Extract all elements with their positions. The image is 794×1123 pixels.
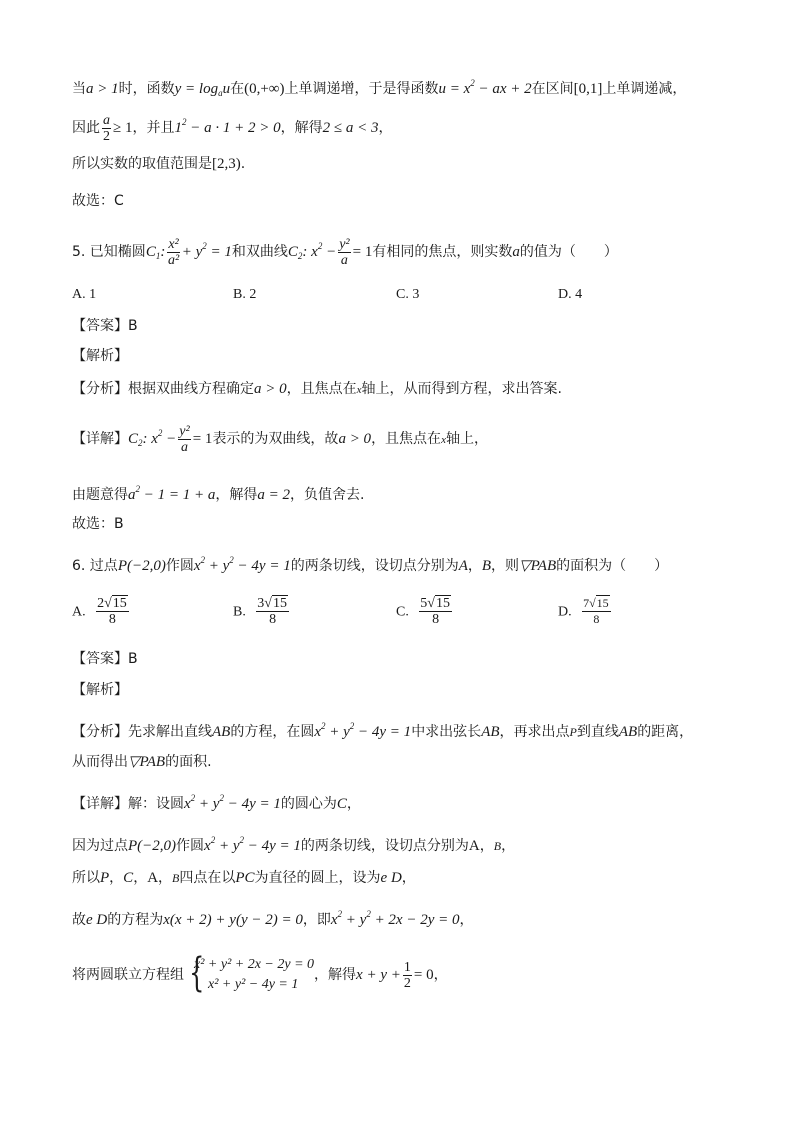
fraction: $\frac{5√15}{8}$	[420, 596, 450, 627]
text: 【解析】	[72, 348, 128, 364]
math: x	[356, 384, 362, 396]
math: a	[512, 244, 520, 260]
math: x + y +	[356, 967, 401, 983]
math: $x^2 + y^2 + 2x - 2y = 0$	[330, 909, 460, 928]
text: 轴上，从而得到方程，求出答案.	[361, 381, 562, 397]
text: ，解得	[314, 967, 357, 983]
text: 5. 已知椭圆	[72, 244, 146, 260]
text: 为直径的圆上，设为	[254, 870, 381, 886]
q6-detail-1	[72, 788, 361, 814]
math: $C_2$: $x^2$ −	[128, 428, 177, 448]
text: 中求出弦长	[411, 724, 482, 740]
q5-answer	[72, 316, 138, 336]
text: 故选：B	[72, 516, 124, 532]
text: 6. 过点	[72, 558, 118, 574]
q6-analysis-2	[72, 752, 212, 772]
solution-line-2	[72, 112, 392, 144]
q5-analysis-heading	[72, 346, 128, 366]
fraction: $\frac{\text{x²}}{\text{a²}}$	[167, 236, 180, 268]
option-label: B.	[233, 604, 246, 620]
text: 上单调递增，于是得函数	[284, 81, 439, 97]
text: 作圆	[176, 838, 205, 854]
math: = 0	[413, 967, 434, 983]
q5-option-c: C. 3	[396, 287, 420, 302]
math: P	[100, 870, 110, 886]
q5-select	[72, 514, 124, 534]
text: 【详解】	[72, 431, 128, 447]
q5-detail-2	[72, 479, 364, 505]
text: ，再求出点	[499, 724, 570, 740]
math: = 1	[352, 244, 373, 260]
text: 的方程为	[107, 912, 164, 928]
math: A	[468, 838, 480, 854]
text: ，且焦点在	[286, 381, 357, 397]
math: ▽PAB	[519, 558, 557, 574]
text: ，	[158, 870, 173, 886]
text: 的值为（ ）	[519, 244, 618, 260]
text: 从而得出	[72, 754, 128, 770]
math: P	[569, 725, 577, 739]
text: ，	[467, 558, 482, 574]
text: 所以实数的取值范围是	[72, 156, 212, 172]
math: (0,+∞)	[244, 81, 285, 97]
fraction: $\frac{7√15}{8}$	[583, 596, 609, 626]
math: C	[123, 870, 134, 886]
math: B	[493, 839, 502, 853]
text: 【解析】	[72, 682, 128, 698]
math: $C_1$:	[145, 244, 166, 261]
math: e D	[380, 870, 402, 886]
math: P(−2,0)	[117, 558, 166, 574]
text: 将两圆联立方程组	[72, 967, 184, 983]
math: $y = \log_au$	[174, 81, 231, 98]
math: AB	[481, 724, 500, 740]
text: ，	[378, 120, 393, 136]
math: AB	[618, 724, 638, 740]
q6-detail-5	[72, 950, 448, 996]
text: 因此	[72, 120, 100, 136]
text: ，	[459, 912, 474, 928]
math: PC	[235, 870, 255, 886]
text: ，	[501, 838, 516, 854]
option-label: C.	[396, 604, 409, 620]
q5-option-d: D. 4	[558, 287, 583, 302]
math: $u = x^2$ − ax + 2	[438, 78, 532, 97]
math: x	[441, 434, 446, 446]
math: [2,3)	[212, 156, 241, 172]
solution-line-3	[72, 154, 245, 174]
text: 的面积为（ ）	[556, 558, 669, 574]
text: 故	[72, 912, 86, 928]
q6-option-b	[233, 596, 291, 627]
text: 轴上，	[445, 431, 488, 447]
math: a = 2	[257, 487, 290, 503]
text: 当	[72, 81, 86, 97]
text: ，并且	[132, 120, 175, 136]
text: 和双曲线	[231, 244, 288, 260]
q6-detail-4	[72, 904, 474, 930]
text: ，且焦点在	[371, 431, 442, 447]
math: C	[336, 796, 347, 812]
text: 有相同的焦点，则实数	[372, 244, 513, 260]
text: ，负值舍去.	[290, 487, 365, 503]
text: 时，函数	[118, 81, 175, 97]
text: 【分析】先求解出直线	[72, 724, 212, 740]
math: [0,1]	[573, 81, 603, 97]
q5-detail	[72, 423, 488, 455]
text: ，	[479, 838, 494, 854]
text: 【分析】根据双曲线方程确定	[72, 381, 254, 397]
math: $1^2 - a \cdot 1 + 2 > 0$	[174, 117, 281, 136]
text: ，	[401, 870, 416, 886]
math: $x^2 + y^2 - 4y = 1$	[193, 555, 291, 574]
math: e D	[86, 912, 108, 928]
q6-detail-2	[72, 830, 515, 856]
text: 的面积.	[165, 754, 212, 770]
text: 故选：C	[72, 193, 124, 209]
math: x(x + 2) + y(y − 2) = 0	[163, 912, 303, 928]
fraction: $\frac{\text{y²}}{a}$	[179, 423, 190, 455]
text: ，	[133, 870, 148, 886]
option-label: A.	[72, 604, 86, 620]
question-6	[72, 550, 668, 576]
text: ，解得	[215, 487, 258, 503]
question-5	[72, 236, 618, 268]
text: 的两条切线，设切点分别为	[290, 558, 459, 574]
math: $x^2 + y^2 - 4y = 1$	[314, 721, 412, 740]
math: ▽PAB	[128, 754, 166, 770]
fraction: $\frac{a}{2}$	[103, 112, 110, 144]
math: A	[458, 558, 468, 574]
math: A	[147, 870, 159, 886]
text: 所以	[72, 870, 100, 886]
math: a > 1	[86, 81, 119, 97]
text: 因为过点	[72, 838, 128, 854]
text: 由题意得	[72, 487, 128, 503]
math: P(−2,0)	[128, 838, 177, 854]
text: 四点在以	[179, 870, 236, 886]
equation-system: { x² + y² + 2x − 2y = 0 x² + y² − 4y = 1	[189, 950, 315, 996]
math: $x^2 + y^2 - 4y = 1$	[204, 835, 301, 854]
text: ，解得	[280, 120, 323, 136]
text: 上单调递减，	[602, 81, 687, 97]
q5-analysis	[72, 379, 562, 400]
fraction: $\frac{\text{y²}}{a}$	[339, 236, 350, 268]
q6-analysis-heading	[72, 680, 128, 700]
fraction: $\frac{1}{2}$	[403, 959, 411, 991]
text: ，即	[302, 912, 331, 928]
text: ，	[346, 796, 361, 812]
q6-option-d	[558, 596, 613, 627]
text: 到直线	[576, 724, 619, 740]
text: 【答案】B	[72, 651, 138, 667]
math: a > 0	[254, 381, 287, 397]
text: 的两条切线，设切点分别为	[300, 838, 469, 854]
q6-detail-3	[72, 868, 416, 888]
q5-option-b: B. 2	[233, 287, 257, 302]
q5-option-a: A. 1	[72, 287, 97, 302]
math: = 1	[192, 431, 213, 447]
text: ，	[109, 870, 124, 886]
text: .	[240, 156, 246, 172]
math: 2 ≤ a < 3	[322, 120, 379, 136]
option-label: D.	[558, 604, 572, 620]
text: 的方程，在圆	[230, 724, 315, 740]
fraction: $\frac{2√15}{8}$	[97, 596, 127, 627]
q6-analysis	[72, 716, 693, 742]
text: 作圆	[165, 558, 194, 574]
text: 【详解】解：设圆	[72, 796, 184, 812]
math: B	[172, 871, 180, 885]
answer-select-line	[72, 191, 124, 211]
brace-icon: {	[189, 950, 205, 996]
text: ，	[433, 967, 448, 983]
math: $a^2 - 1 = 1 + a$	[128, 484, 216, 503]
text: 【答案】B	[72, 318, 138, 334]
text: 表示的为双曲线，故	[212, 431, 339, 447]
text: 在	[230, 81, 245, 97]
text: ，则	[491, 558, 520, 574]
math: B	[481, 558, 492, 574]
solution-line-1	[72, 73, 686, 103]
math: AB	[212, 724, 231, 740]
math: a > 0	[338, 431, 372, 447]
q6-answer	[72, 649, 138, 669]
text: 在区间	[531, 81, 574, 97]
text: 的圆心为	[280, 796, 337, 812]
math: ≥ 1	[113, 120, 133, 136]
q6-option-a	[72, 596, 131, 627]
q6-option-c	[396, 596, 454, 627]
fraction: $\frac{3√15}{8}$	[257, 596, 287, 627]
text: 的距离，	[637, 724, 694, 740]
math: $C_2$: $x^2$ −	[287, 241, 337, 261]
math: $x^2 + y^2 - 4y = 1$	[184, 793, 281, 812]
math: + $y^2 = 1$	[181, 241, 232, 260]
